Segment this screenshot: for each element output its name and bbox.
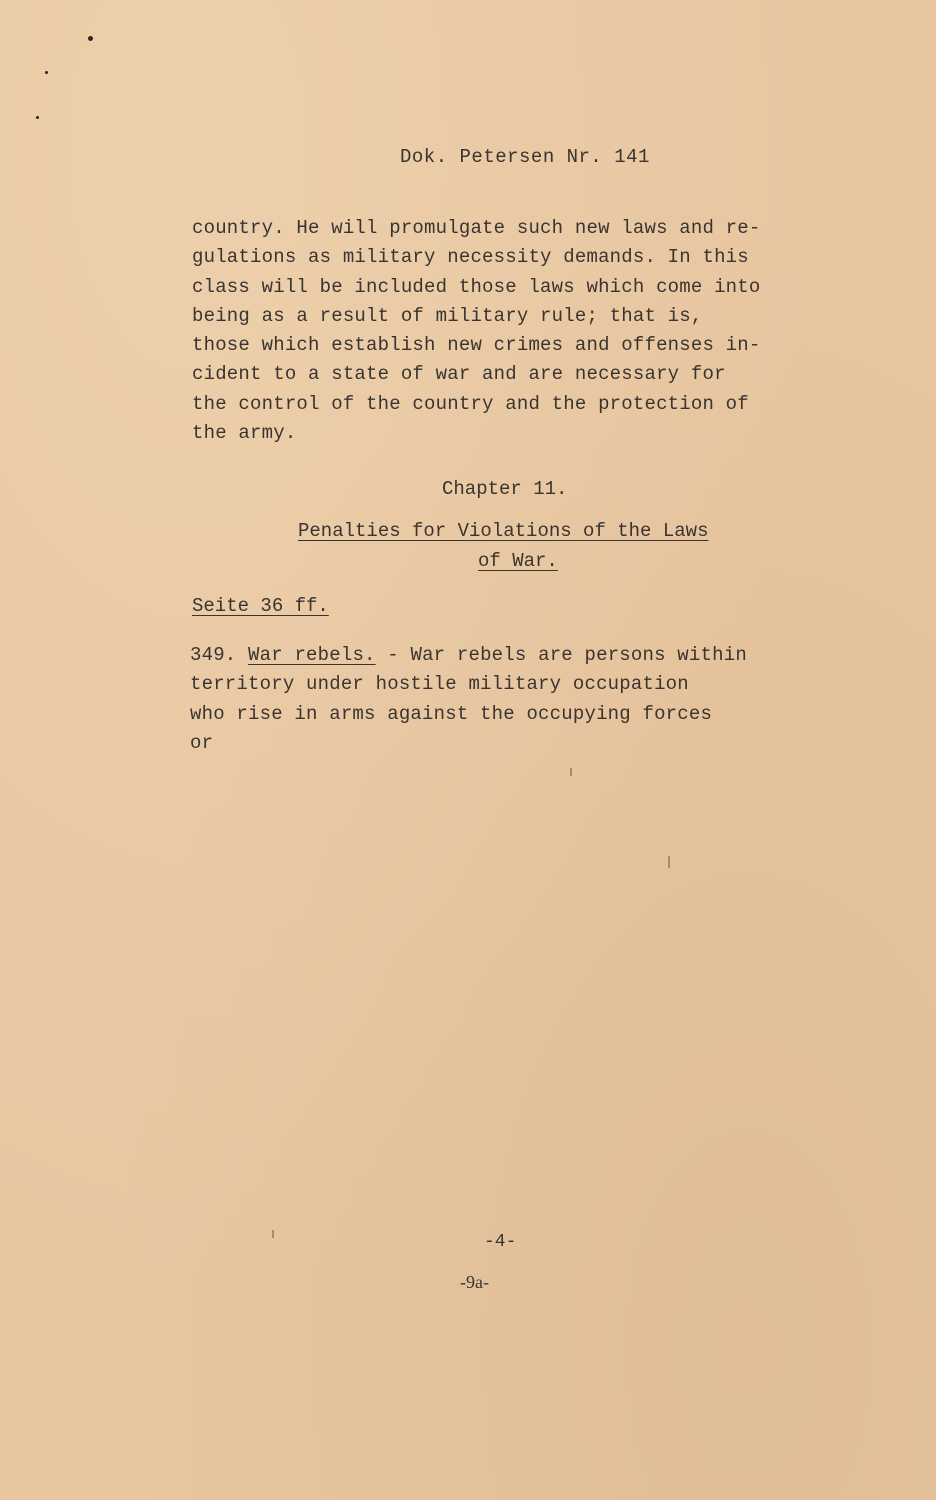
body-line: those which establish new crimes and offenses in-: [192, 334, 761, 357]
body-line: cident to a state of war and are necessary for: [192, 363, 726, 386]
section-line: who rise in arms against the occupying forces: [190, 702, 713, 725]
body-line: being as a result of military rule; that is,: [192, 304, 703, 327]
page-number: -4-: [484, 1232, 517, 1252]
section-first-line: [190, 641, 810, 670]
body-line: the army.: [192, 422, 297, 445]
chapter-title: [298, 516, 738, 576]
section-heading: War rebels.: [248, 644, 376, 666]
paper-speck: [45, 71, 48, 74]
section-number: 349.: [190, 644, 237, 666]
body-line: country. He will promulgate such new laws and re-: [192, 217, 761, 239]
paper-speck: [36, 116, 39, 119]
paper-mark: [272, 1230, 274, 1238]
paper-mark: [668, 856, 670, 868]
page-reference: Seite 36 ff.: [192, 595, 329, 617]
section-dash: -: [375, 644, 411, 666]
page-number-alt: -9a-: [460, 1272, 489, 1292]
paper-speck: [88, 36, 93, 41]
body-paragraph: [192, 214, 812, 448]
paper-mark: [570, 768, 572, 776]
chapter-title-line: of War.: [478, 550, 558, 572]
section-paragraph: [190, 641, 810, 758]
section-text: War rebels are persons within: [410, 644, 747, 666]
body-line: class will be included those laws which come into: [192, 275, 761, 298]
chapter-label: Chapter 11.: [442, 478, 568, 500]
body-line: the control of the country and the protection of: [192, 392, 749, 415]
body-line: gulations as military necessity demands. In this: [192, 246, 749, 269]
document-reference: Dok. Petersen Nr. 141: [400, 146, 650, 168]
section-line: or: [190, 731, 214, 754]
section-line: territory under hostile military occupation: [190, 673, 689, 696]
chapter-title-line: Penalties for Violations of the Laws: [298, 520, 709, 542]
